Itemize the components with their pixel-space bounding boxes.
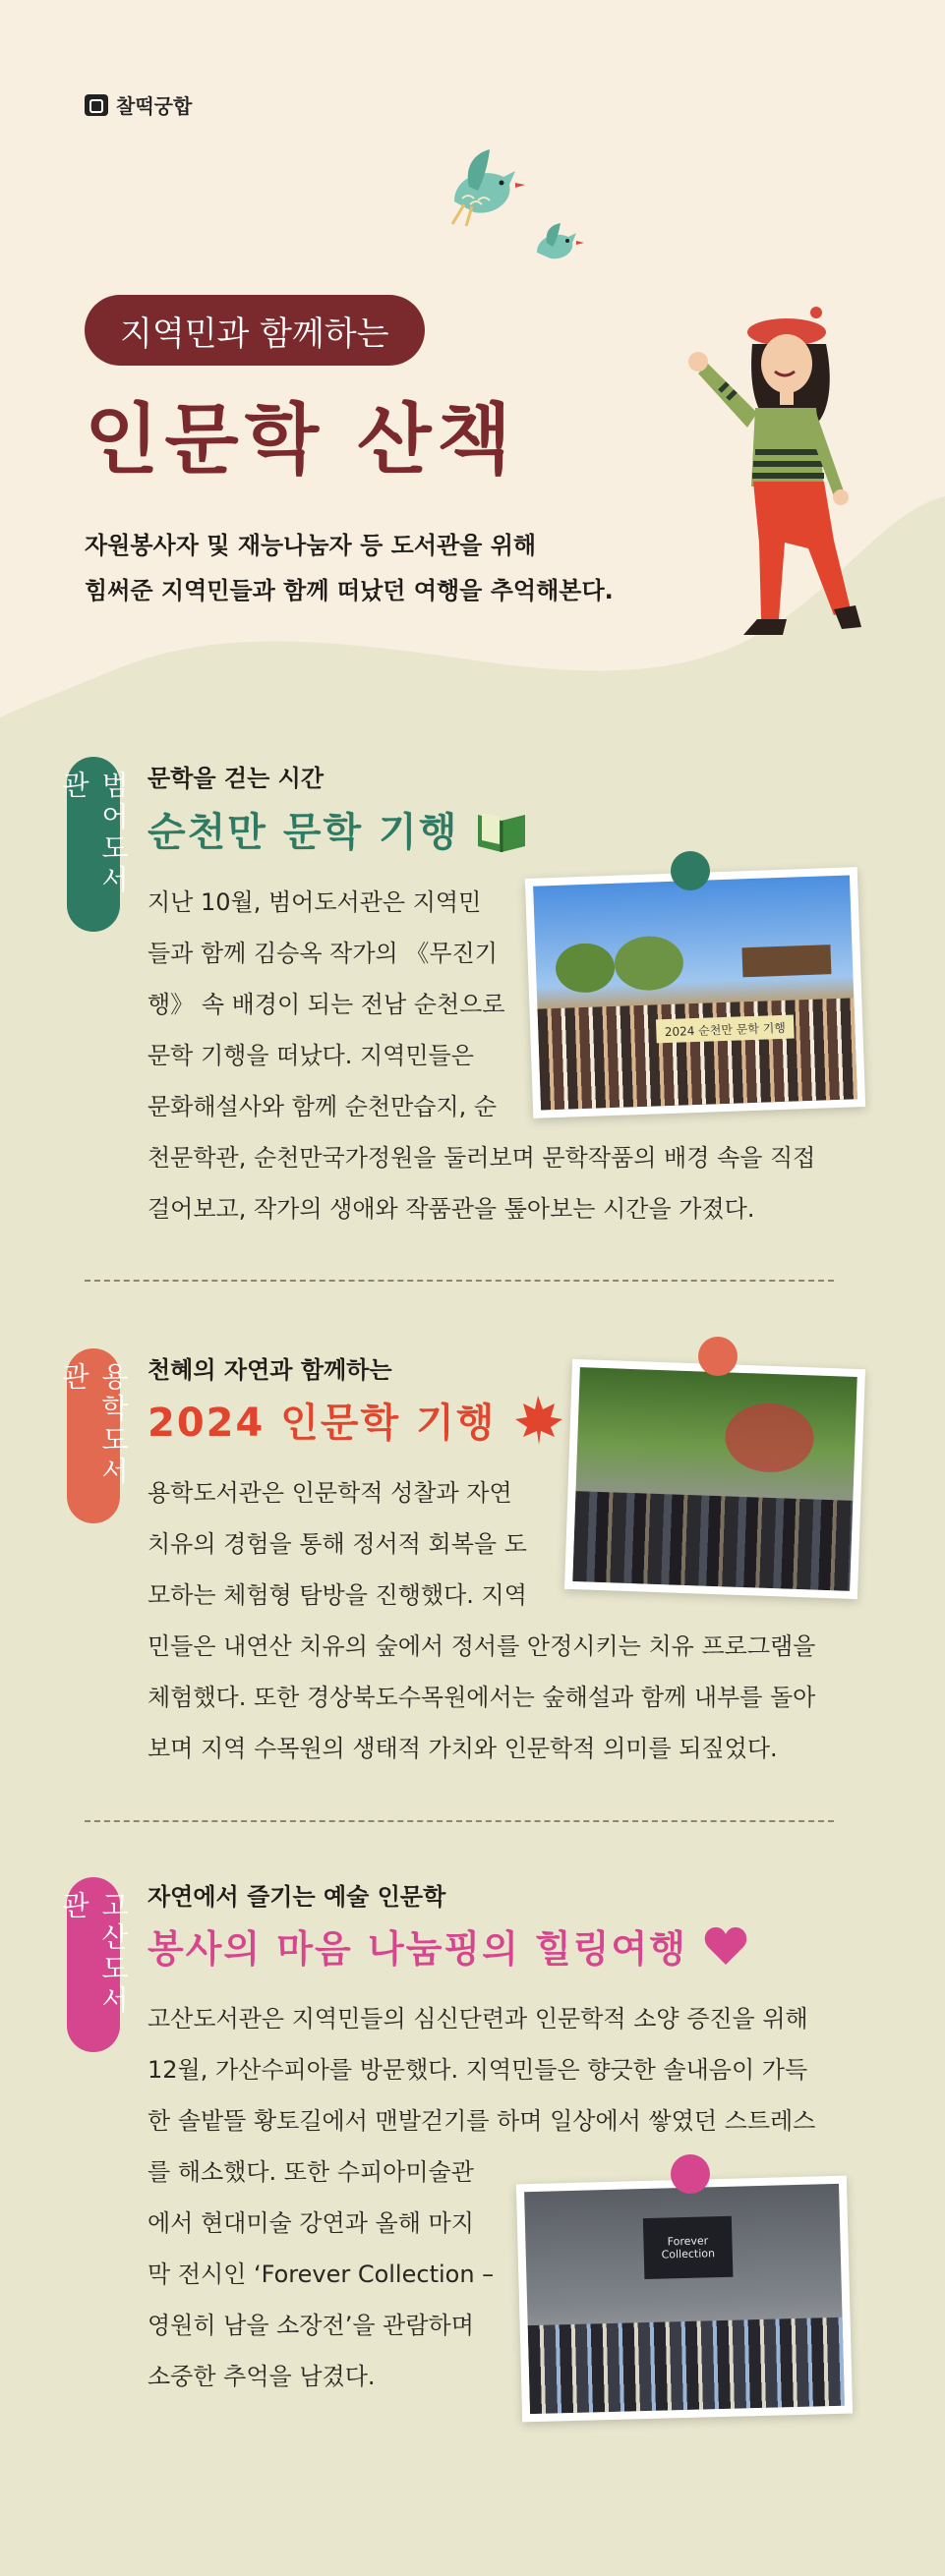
photo-suncheon <box>525 867 865 1118</box>
section-body-bottom <box>148 2147 521 2402</box>
pin-icon <box>698 1337 738 1376</box>
text-line: 천문학관, 순천만국가정원을 둘러보며 문학작품의 배경 속을 직접 <box>148 1144 816 1172</box>
book-icon <box>474 807 529 852</box>
text-line: 고산도서관은 지역민들의 심신단련과 인문학적 소양 증진을 위해 <box>148 2005 808 2032</box>
photo-sign: Forever Collection <box>643 2216 734 2279</box>
text-line: 영원히 남을 소장전’을 관람하며 <box>148 2312 474 2339</box>
section-tab-gosan <box>58 1877 130 2052</box>
heart-icon <box>703 1925 748 1967</box>
text-line: 에서 현대미술 강연과 올해 마지 <box>148 2209 474 2237</box>
section-subtitle: 천혜의 자연과 함께하는 <box>148 1356 392 1384</box>
section-title-wrap <box>148 1918 748 1973</box>
section-title: 2024 인문학 기행 <box>148 1401 497 1446</box>
text-line: 문학 기행을 떠났다. 지역민들은 <box>148 1042 474 1069</box>
photo-image <box>533 875 857 1110</box>
section-tab-label: 용학도서관 <box>58 1362 130 1488</box>
text-line: 문화해설사와 함께 순천만습지, 순 <box>148 1093 498 1120</box>
pin-icon <box>671 2154 710 2194</box>
text-line: 걸어보고, 작가의 생애와 작품관을 톺아보는 시간을 가졌다. <box>148 1195 755 1223</box>
section-title-wrap <box>148 1392 564 1448</box>
section-body-top <box>148 877 521 1132</box>
text-line: 민들은 내연산 치유의 숲에서 정서를 안정시키는 치유 프로그램을 <box>148 1632 816 1660</box>
text-line: 소중한 추억을 남겼다. <box>148 2363 376 2390</box>
section-tab-label: 고산도서관 <box>58 1891 130 2017</box>
brand-name: 찰떡궁합 <box>116 94 193 118</box>
text-line: 한 솔밭뜰 황토길에서 맨발걷기를 하며 일상에서 쌓였던 스트레스 <box>148 2107 816 2135</box>
section-tab-label: 범어도서관 <box>58 771 130 896</box>
section-subtitle: 문학을 걷는 시간 <box>148 765 324 792</box>
photo-banner: 2024 순천만 문학 기행 <box>656 1015 795 1044</box>
text-line: 12월, 가산수피아를 방문했다. 지역민들은 향긋한 솔내음이 가득 <box>148 2056 808 2084</box>
section-body-top <box>148 1993 836 2147</box>
section-tab-beomeo <box>58 757 130 932</box>
text-line: 모하는 체험형 탐방을 진행했다. 지역 <box>148 1581 527 1609</box>
intro-text <box>85 523 614 613</box>
girl-illustration <box>669 285 895 658</box>
section-title-wrap <box>148 801 529 857</box>
text-line: 막 전시인 ‘Forever Collection – <box>148 2261 495 2288</box>
hero-pill: 지역민과 함께하는 <box>85 295 425 366</box>
pin-icon <box>671 851 710 890</box>
brand-logo <box>85 90 192 119</box>
section-body-bottom <box>148 1132 836 1234</box>
text-line: 지난 10월, 범어도서관은 지역민 <box>148 888 482 916</box>
bird-icon <box>531 221 586 266</box>
photo-image <box>572 1367 856 1591</box>
text-line: 를 해소했다. 또한 수피아미술관 <box>148 2158 474 2186</box>
page-title: 인문학 산책 <box>85 396 517 485</box>
intro-line: 자원봉사자 및 재능나눔자 등 도서관을 위해 <box>85 532 537 559</box>
section-body-bottom <box>148 1621 836 1774</box>
text-line: 보며 지역 수목원의 생태적 가치와 인문학적 의미를 되짚었다. <box>148 1735 778 1762</box>
section-title: 순천만 문학 기행 <box>148 810 459 855</box>
photo-image <box>524 2184 845 2414</box>
section-tab-yonghak <box>58 1348 130 1523</box>
section-divider <box>85 1820 834 1822</box>
maple-leaf-icon <box>511 1394 564 1447</box>
intro-line: 힘써준 지역민들과 함께 떠났던 여행을 추억해본다. <box>85 577 614 604</box>
text-line: 행》 속 배경이 되는 전남 순천으로 <box>148 991 505 1018</box>
text-line: 들과 함께 김승옥 작가의 《무진기 <box>148 940 498 967</box>
bird-icon <box>444 147 527 228</box>
text-line: 치유의 경험을 통해 정서적 회복을 도 <box>148 1530 527 1558</box>
text-line: 체험했다. 또한 경상북도수목원에서는 숲해설과 함께 내부를 돌아 <box>148 1684 816 1711</box>
section-body-top <box>148 1467 541 1621</box>
photo-supia <box>516 2176 853 2423</box>
section-title: 봉사의 마음 나눔핑의 힐링여행 <box>148 1927 687 1971</box>
section-divider <box>85 1280 834 1282</box>
photo-yeonsan <box>564 1359 865 1599</box>
section-subtitle: 자연에서 즐기는 예술 인문학 <box>148 1883 446 1911</box>
book-logo-icon <box>85 94 108 116</box>
text-line: 용학도서관은 인문학적 성찰과 자연 <box>148 1479 512 1507</box>
